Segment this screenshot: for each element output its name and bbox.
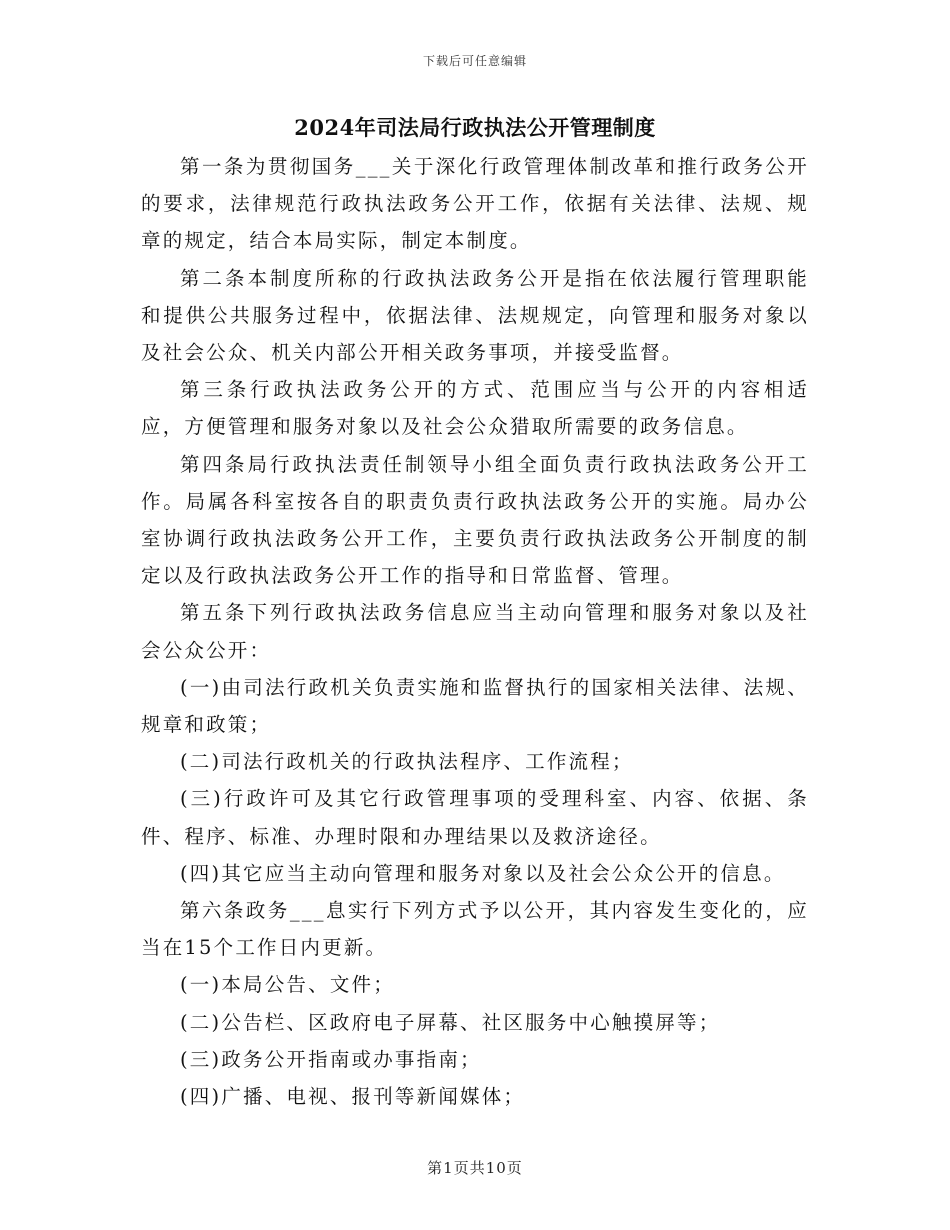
list-item-5-1: (一)由司法行政机关负责实施和监督执行的国家相关法律、法规、规章和政策； (141, 675, 809, 737)
paragraph-article-3: 第三条行政执法政务公开的方式、范围应当与公开的内容相适应，方便管理和服务对象以及社会公众猎取所需要的政务信息。 (141, 378, 809, 439)
list-item-6-2: (二)公告栏、区政府电子屏幕、社区服务中心触摸屏等； (180, 1010, 721, 1034)
paragraph-article-2: 第二条本制度所称的行政执法政务公开是指在依法履行管理职能和提供公共服务过程中，依据法律、法规规定，向管理和服务对象以及社会公众、机关内部公开相关政务事项，并接受监督。 (141, 266, 809, 365)
document-title: 2024年司法局行政执法公开管理制度 (294, 115, 656, 140)
paragraph-article-1: 第一条为贯彻国务___关于深化行政管理体制改革和推行政务公开的要求，法律规范行政执法政务公开工作，依据有关法律、法规、规章的规定，结合本局实际，制定本制度。 (141, 155, 809, 253)
list-item-6-4: (四)广播、电视、报刊等新闻媒体； (180, 1085, 526, 1109)
paragraph-article-5: 第五条下列行政执法政务信息应当主动向管理和服务对象以及社会公众公开： (141, 601, 809, 662)
list-item-5-3: (三)行政许可及其它行政管理事项的受理科室、内容、依据、条件、程序、标准、办理时限和办理结果以及救济途径。 (141, 787, 809, 848)
list-item-5-4: (四)其它应当主动向管理和服务对象以及社会公众公开的信息。 (180, 861, 786, 885)
page-number: 第1页共10页 (427, 1159, 523, 1177)
list-item-5-2: (二)司法行政机关的行政执法程序、工作流程； (180, 750, 634, 774)
header-note: 下载后可任意编辑 (422, 54, 527, 68)
document-body (141, 148, 809, 1115)
list-item-6-1: (一)本局公告、文件； (180, 973, 395, 997)
paragraph-article-4: 第四条局行政执法责任制领导小组全面负责行政执法政务公开工作。局属各科室按各自的职责负责行政执法政务公开的实施。局办公室协调行政执法政务公开工作，主要负责行政执法政务公开制度的制定以及行政执法政务公开工作的指导和日常监督、管理。 (141, 452, 809, 588)
list-item-6-3: (三)政务公开指南或办事指南； (180, 1047, 482, 1071)
paragraph-article-6: 第六条政务___息实行下列方式予以公开，其内容发生变化的，应当在15个工作日内更新。 (141, 899, 809, 960)
